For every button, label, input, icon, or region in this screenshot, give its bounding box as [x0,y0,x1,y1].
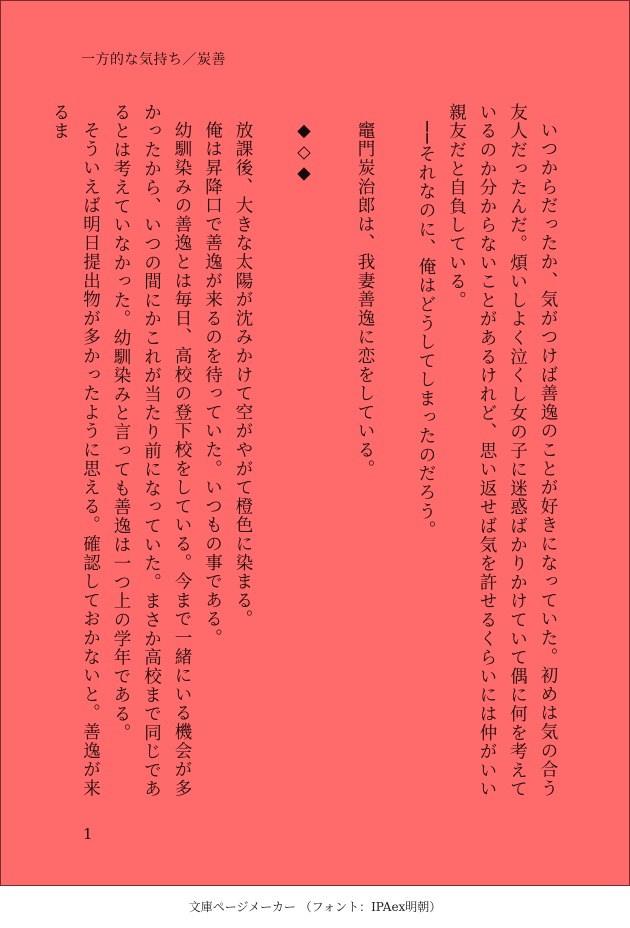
section-divider-diamonds: ◆◇◆ [294,120,314,185]
footer-credit: 文庫ページメーカー （フォント：IPAex明朝） [188,900,442,914]
paragraph-6: 幼馴染みの善逸とは毎日、高校の登下校をしている。今まで一緒にいる機会が多かったから、いつの間にかこれが当たり前になっていた。まさか高校まで同じであるとは考えていなかった。幼馴染みと言っても善逸は一つ上の学年である。 [111,103,192,799]
paragraph-5: 俺は昇降口で善逸が来るのを待っていた。いつもの事である。 [202,120,223,647]
paragraph-2: ──それなのに、俺はどうしてしまったのだろう。 [416,120,436,539]
paragraph-3: 竈門炭治郎は、我妻善逸に恋をしている。 [355,120,375,478]
blank-line [380,103,411,803]
page-header-title: 一方的な気持ち／炭善 [81,52,226,68]
blank-line [319,103,350,803]
vertical-body-text [45,103,564,803]
paragraph-4: 放課後、大きな太陽が沈みかけて空がやがて橙色に染まる。 [233,120,253,629]
paragraph-1: いつからだったか、気がつけば善逸のことが好きになっていた。初めは気の合う友人だったんだ。煩いしよく泣くし女の子に迷惑ばかりかけていて偶に何を考えているのか分からないことがあるけれど、思い返せば気を許せるくらいには仲がいい親友だと自負している。 [446,103,558,799]
paragraph-7: そういえば明日提出物が多かったように思える。確認しておかないと。善逸が来るま [50,103,101,798]
page-number: 1 [83,825,93,843]
blank-line [258,103,289,803]
